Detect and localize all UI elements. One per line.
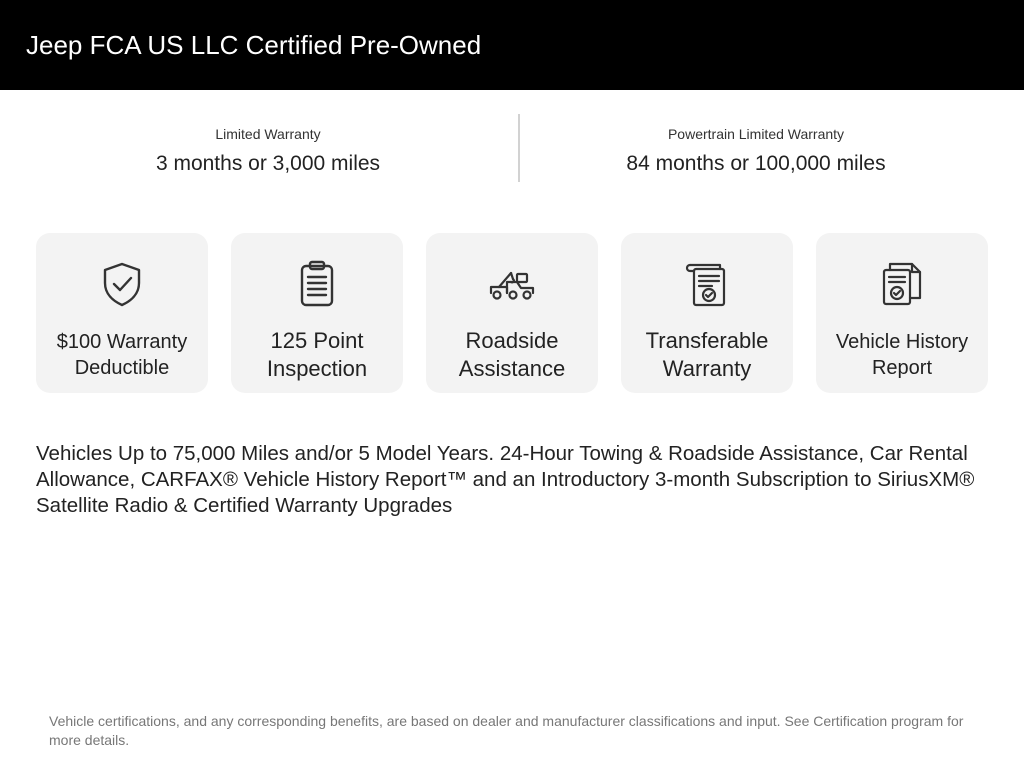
feature-label: $100 Warranty Deductible	[56, 331, 188, 379]
warranty-summary	[0, 114, 1024, 184]
disclaimer-text: Vehicle certifications, and any corresponding benefits, are based on dealer and manufacturer classifications and input. See Certification program for more details.	[49, 713, 964, 748]
program-description: Vehicles Up to 75,000 Miles and/or 5 Model Years. 24-Hour Towing & Roadside Assistance, Car Rental Allowance, CARFAX® Vehicle History Report™ and an Introductory 3-month Subscription to SiriusXM® Satellite Radio & Certified Warranty Upgrades	[36, 442, 975, 517]
feature-card-inspection	[231, 233, 403, 393]
shield-check-icon	[95, 257, 149, 311]
feature-label: Transferable Warranty	[645, 328, 769, 381]
feature-label: Vehicle History Report	[835, 331, 969, 379]
feature-cards	[36, 233, 988, 393]
feature-card-roadside	[426, 233, 598, 393]
powertrain-warranty-value: 84 months or 100,000 miles	[626, 152, 886, 175]
feature-label: 125 Point Inspection	[266, 328, 368, 381]
feature-card-transferable	[621, 233, 793, 393]
limited-warranty-value: 3 months or 3,000 miles	[155, 152, 381, 175]
feature-card-history-report	[816, 233, 988, 393]
tow-truck-icon	[485, 257, 539, 311]
page-title: Jeep FCA US LLC Certified Pre-Owned	[26, 30, 482, 60]
powertrain-warranty-label: Powertrain Limited Warranty	[667, 126, 845, 142]
feature-card-warranty-deductible	[36, 233, 208, 393]
certificate-document-icon	[680, 257, 734, 311]
history-report-icon	[875, 257, 929, 311]
feature-label: Roadside Assistance	[458, 328, 566, 381]
clipboard-checklist-icon	[290, 257, 344, 311]
header-bar	[0, 0, 1024, 90]
limited-warranty-label: Limited Warranty	[215, 126, 321, 142]
